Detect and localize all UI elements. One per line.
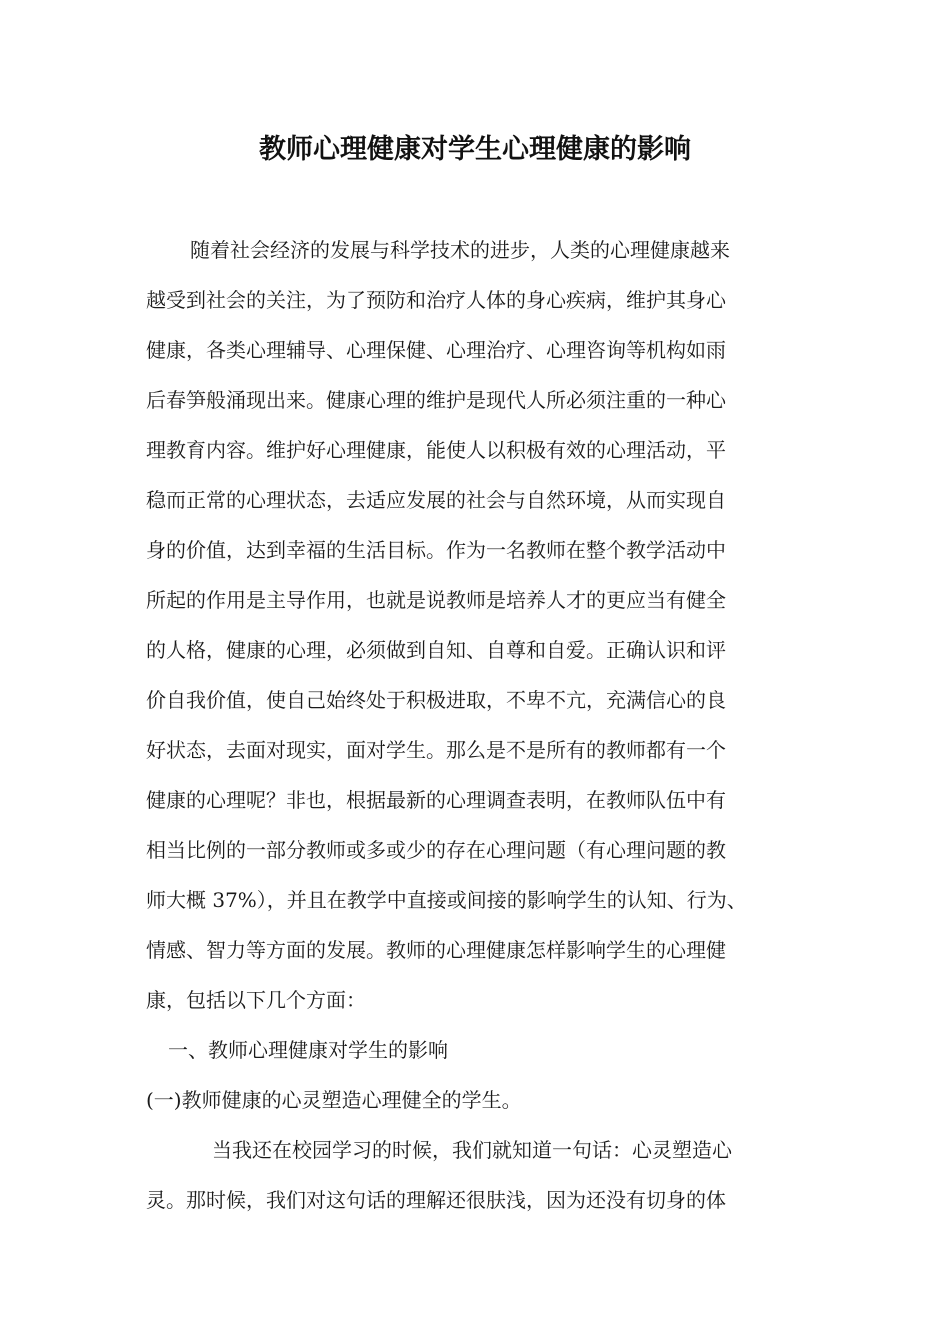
paragraph-line: 康，包括以下几个方面： [146,988,366,1012]
paragraph-line: 价自我价值，使自己始终处于积极进取，不卑不亢，充满信心的良 [146,688,726,712]
paragraph-line: 当我还在校园学习的时候，我们就知道一句话：心灵塑造心 [212,1138,732,1162]
paragraph-line: 理教育内容。维护好心理健康，能使人以积极有效的心理活动，平 [146,438,726,462]
section-heading: 一、教师心理健康对学生的影响 [168,1038,448,1062]
paragraph-line: 相当比例的一部分教师或多或少的存在心理问题（有心理问题的教 [146,838,726,862]
subsection-heading: (一)教师健康的心灵塑造心理健全的学生。 [146,1088,522,1112]
paragraph-line: 所起的作用是主导作用，也就是说教师是培养人才的更应当有健全 [146,588,726,612]
paragraph-line: 的人格，健康的心理，必须做到自知、自尊和自爱。正确认识和评 [146,638,726,662]
paragraph-line: 师大概 37%），并且在教学中直接或间接的影响学生的认知、行为、 [146,888,747,912]
paragraph-line: 健康的心理呢？非也，根据最新的心理调查表明，在教师队伍中有 [146,788,726,812]
paragraph-line: 随着社会经济的发展与科学技术的进步，人类的心理健康越来 [190,238,730,262]
paragraph-line: 情感、智力等方面的发展。教师的心理健康怎样影响学生的心理健 [146,938,726,962]
paragraph-line: 越受到社会的关注，为了预防和治疗人体的身心疾病，维护其身心 [146,288,726,312]
paragraph-line: 灵。那时候，我们对这句话的理解还很肤浅，因为还没有切身的体 [146,1188,726,1212]
paragraph-line: 身的价值，达到幸福的生活目标。作为一名教师在整个教学活动中 [146,538,726,562]
paragraph-line: 健康，各类心理辅导、心理保健、心理治疗、心理咨询等机构如雨 [146,338,726,362]
paragraph-line: 好状态，去面对现实，面对学生。那么是不是所有的教师都有一个 [146,738,726,762]
paragraph-line: 后春笋般涌现出来。健康心理的维护是现代人所必须注重的一种心 [146,388,726,412]
document-title: 教师心理健康对学生心理健康的影响 [259,134,691,165]
paragraph-line: 稳而正常的心理状态，去适应发展的社会与自然环境，从而实现自 [146,488,726,512]
